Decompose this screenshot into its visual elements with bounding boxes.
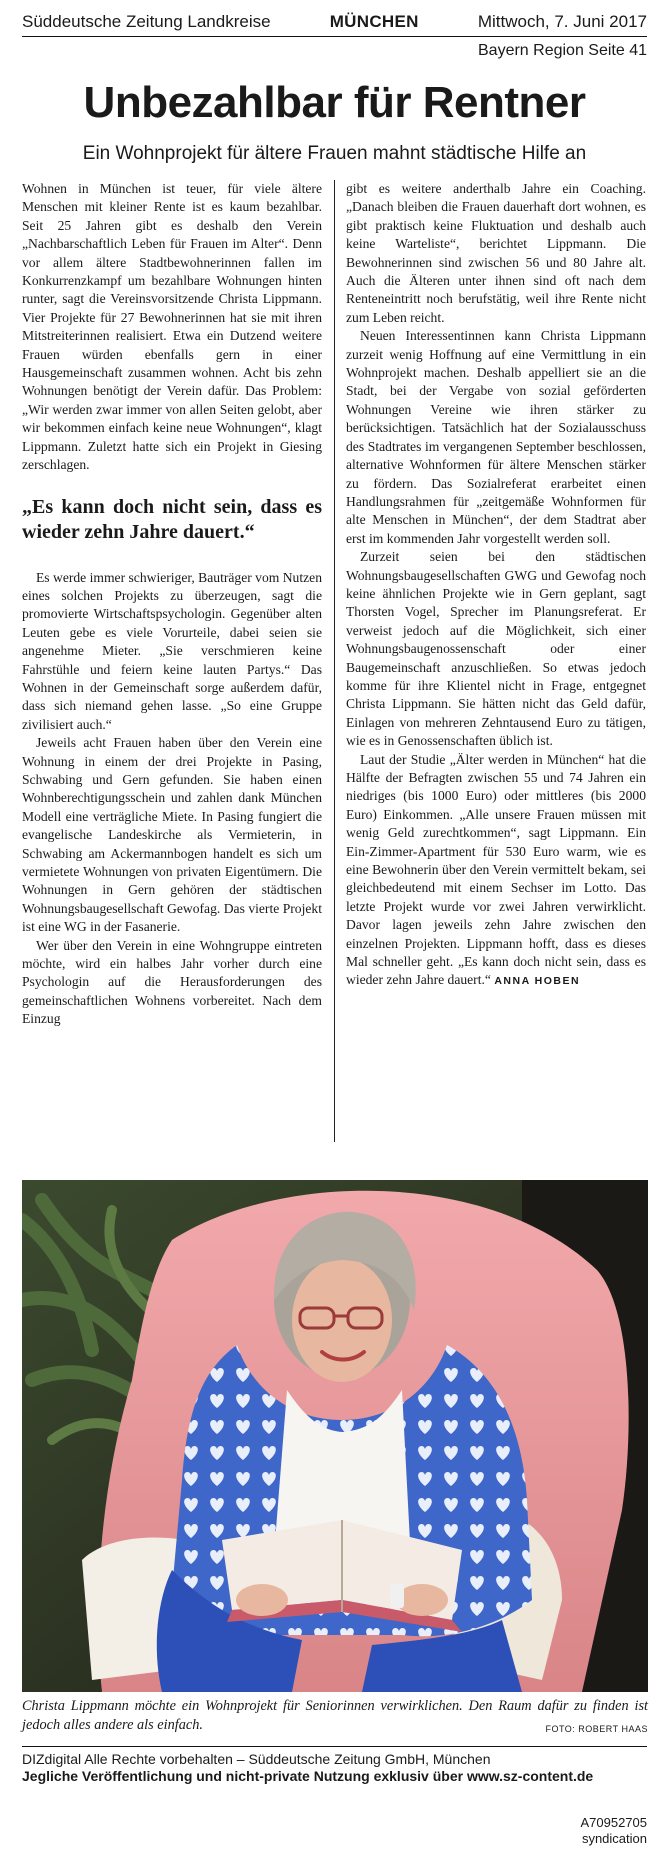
paragraph-text: Laut der Studie „Älter werden in München“ hat die Hälfte der Befragten zwischen 55 und 74 Jahren ein niedriges (bis 1000 Euro) oder mittleres (bis 2000 Euro) Einkommen. „Alle unsere Frauen müssen mit wenig Geld zurechtkommen“, sagt Lippmann. Ein Ein-Zimmer-Apartment für 530 Euro warm, wie es eine Bewohnerin über den Verein vermittelt bekam, sei gleichbedeutend mit einem Sechser im Lotto. Das letzte Projekt wurde vor zwei Jahren verwirklicht. Davor lagen jeweils zehn Jahre zwischen den einzelnen Projekten. Lippmann hofft, dass es dieses Mal schneller geht. „Es kann doch nicht sein, dass es wieder zehn Jahre dauert.“	[346, 751, 646, 988]
rights-notice	[22, 1751, 593, 1785]
city-label: MÜNCHEN	[329, 12, 419, 31]
photo-illustration	[22, 1180, 648, 1692]
paragraph-last	[346, 751, 646, 991]
header-divider	[22, 36, 647, 37]
article-photo	[22, 1180, 648, 1692]
publication-name: Süddeutsche Zeitung Landkreise	[22, 12, 271, 31]
usage-line: Jegliche Veröffentlichung und nicht-private Nutzung exklusiv über www.sz-content.de	[22, 1768, 594, 1784]
column-divider	[334, 180, 335, 1142]
pull-quote: „Es kann doch nicht sein, dass es wieder zehn Jahre dauert.“	[22, 495, 322, 543]
document-type: syndication	[581, 1831, 647, 1846]
paragraph: Jeweils acht Frauen haben über den Verein eine Wohnung in einem der drei Projekte in Pasing, Schwabing und Gern gefunden. Sie haben einen Wohnberechtigungsschein und zahlen dank München Modell eine verträgliche Miete. In Pasing fungiert die evangelische Landeskirche als Vermieterin, in Schwabing am Ackermannbogen handelt es sich um vermietete Wohnungen von privaten Eigentümern. Die Wohnungen in Gern gehören der städtischen Wohnungsbaugesellschaft Gewofag. Das vierte Projekt ist eine WG in der Fasanerie.	[22, 735, 322, 935]
syndication-id	[580, 1815, 647, 1847]
paragraph: gibt es weitere anderthalb Jahre ein Coaching. „Danach bleiben die Frauen dauerhaft dort wohnen, es gibt praktisch keine Fluktuation und deshalb auch keine Warteliste“, berichtet Lippmann. Die Bewohnerinnen sind zwischen 56 und 80 Jahre alt. Auch die Älteren unter ihnen sind oft nach dem Renteneintritt noch berufstätig, weil ihre Rente nicht zum Leben reicht.	[346, 181, 646, 325]
article-headline: Unbezahlbar für Rentner	[83, 78, 586, 127]
paragraph: Wohnen in München ist teuer, für viele ältere Menschen mit kleiner Rente ist es kaum bezahlbar. Seit 25 Jahren gibt es deshalb den Verein „Nachbarschaftlich Leben für Frauen im Alter“. Denn vor allem ältere Stadtbewohnerinnen fallen im Konkurrenzkampf um bezahlbare Wohnungen hinten runter, sagt die Vereinsvorsitzende Christa Lippmann. Vier Projekte für 27 Bewohnerinnen hat sie mit ihren Mitstreiterinnen realisiert. Etwa ein Dutzend weitere Frauen würden ebenfalls gern in einer Hausgemeinschaft zusammen wohnen. Acht bis zehn Wohnungen benötigt der Verein dafür. Das Problem: „Wir werden zwar immer von allen Seiten gelobt, aber wir bekommen einfach keine neue Wohnungen“, klagt Lippmann. Zuletzt hatte sich ein Projekt in Giesing zerschlagen.	[22, 181, 322, 473]
caption-text: Christa Lippmann möchte ein Wohnprojekt für Seniorinnen verwirklichen. Den Raum dafür zu finden ist jedoch alles andere als einfach.	[22, 1698, 648, 1733]
photo-caption	[22, 1697, 648, 1739]
photo-credit: FOTO: ROBERT HAAS	[545, 1724, 648, 1734]
author-byline: ANNA HOBEN	[494, 975, 581, 988]
rights-line: DIZdigital Alle Rechte vorbehalten – Süddeutsche Zeitung GmbH, München	[22, 1751, 491, 1767]
paragraph: Wer über den Verein in eine Wohngruppe eintreten möchte, wird ein halbes Jahr vorher durch eine Psychologin auf die Herausforderungen des gemeinschaftlichen Wohnens vorbereitet. Nach dem Einzug	[22, 937, 322, 1027]
document-id: A70952705	[580, 1815, 647, 1830]
paragraph: Neuen Interessentinnen kann Christa Lippmann zurzeit wenig Hoffnung auf eine Vermittlung in ein Wohnprojekt machen. Deshalb appelliert sie an die Stadt, bei der Vergabe von sozial geförderten Wohnungen Vereine wie ihren stärker zu berücksichtigen. Tatsächlich hat der Sozialausschuss des Stadtrates im vergangenen September beschlossen, alternative Wohnformen für ältere Menschen stärker zu fördern. Das Sozialreferat erarbeitet einen Handlungsrahmen für „zeitgemäße Wohnformen für alte Menschen in München“, der dem Stadtrat aber erst im kommenden Jahr vorgestellt werden soll.	[346, 328, 646, 546]
page-header	[22, 10, 647, 34]
section-label: Bayern Region Seite 41	[478, 42, 647, 59]
issue-date: Mittwoch, 7. Juni 2017	[477, 12, 647, 31]
article-column-right	[346, 180, 646, 991]
paragraph: Zurzeit seien bei den städtischen Wohnungsbaugesellschaften GWG und Gewofag noch keine ähnlichen Projekte wie in Gern geplant, sagt Thorsten Vogel, Sprecher im Planungsreferat. Er verweist jedoch auf die Möglichkeit, sich einer Wohnungsbaugenossenschaft oder einer Baugemeinschaft anzuschließen. So etwas jedoch komme für ihre Klientel nicht in Frage, entgegnet Christa Lippmann. Sie hätten nicht das Geld dafür, Einlagen von mehreren Zehntausend Euro zu tätigen, wie es in Genossenschaften üblich ist.	[346, 549, 646, 749]
paragraph: Es werde immer schwieriger, Bauträger vom Nutzen eines solchen Projekts zu überzeugen, sagt die promovierte Wirtschaftspsychologin. Gegenüber alten Leuten gebe es viele Vorurteile, dabei seien sie angenehme Mieter. „Sie verschmieren keine Fahrstühle und feiern keine lauten Partys.“ Das Wohnen in der Gemeinschaft sorge außerdem dafür, dass sich niemand gehen lasse. „So eine Gruppe zivilisiert auch.“	[22, 569, 322, 732]
article-column-left	[22, 180, 322, 1029]
footer-divider	[22, 1746, 647, 1747]
article-subheadline: Ein Wohnprojekt für ältere Frauen mahnt städtische Hilfe an	[82, 143, 587, 164]
